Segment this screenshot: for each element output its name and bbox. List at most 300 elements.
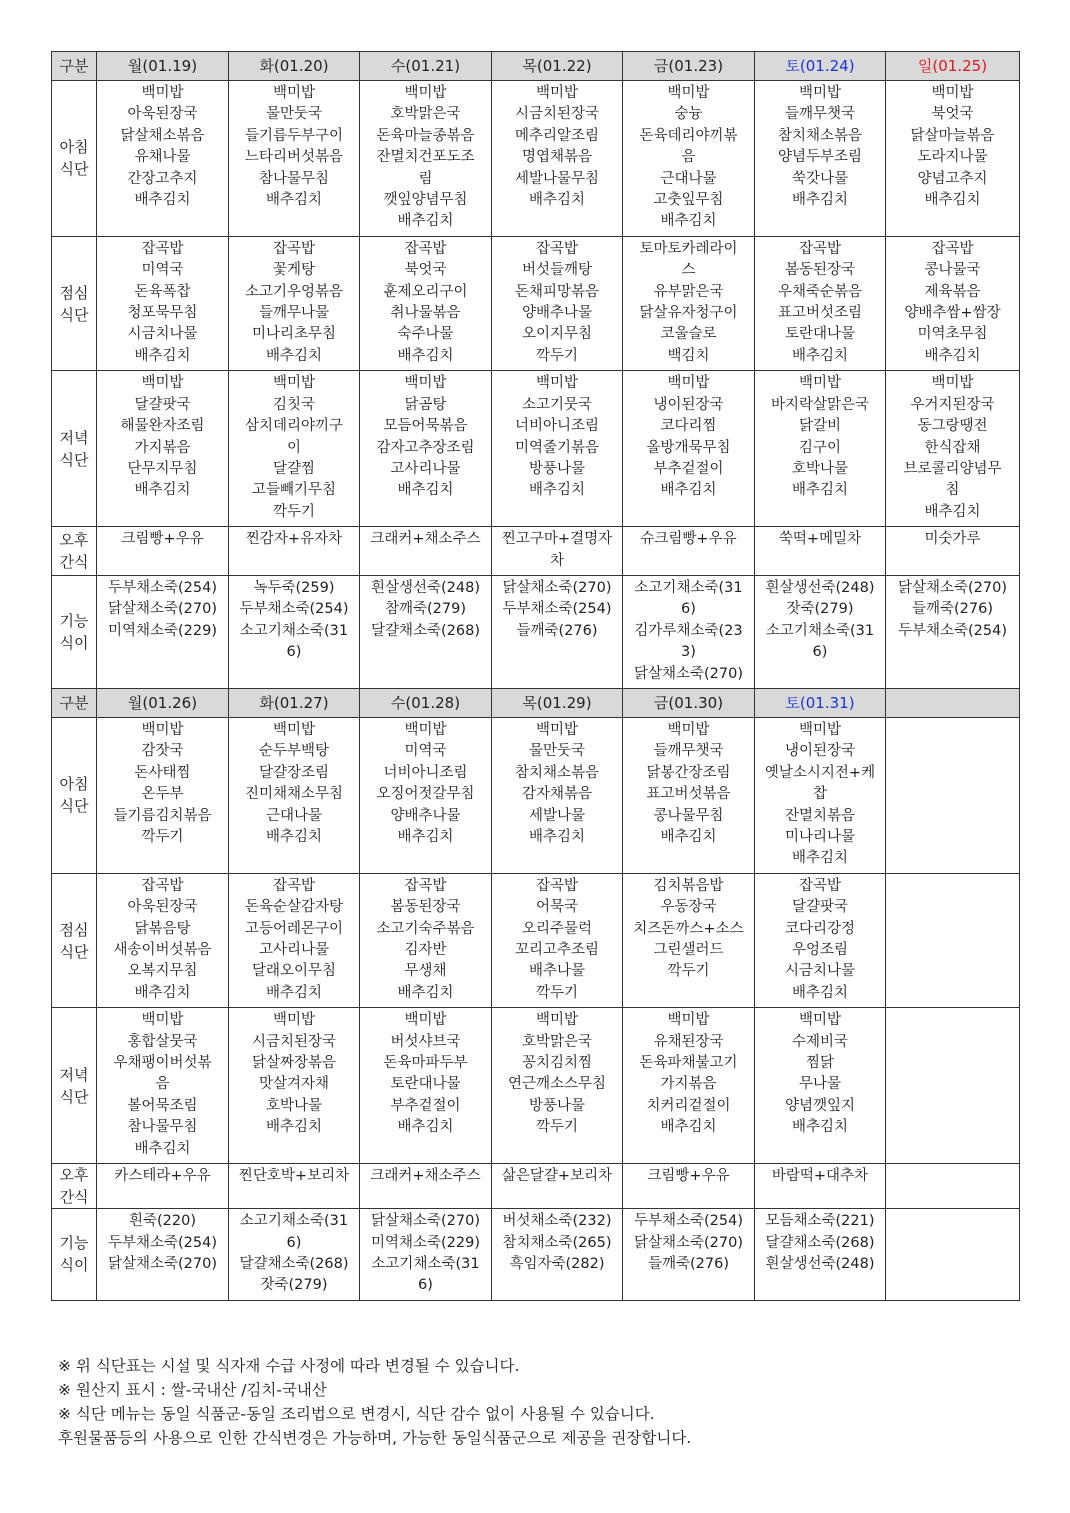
menu-item: 미역국 xyxy=(141,262,184,279)
menu-item: 잣죽(279) xyxy=(260,1277,328,1294)
menu-item: 6) xyxy=(681,601,696,618)
day-header: 월(01.26) xyxy=(97,688,229,717)
menu-item: 감잣국 xyxy=(141,743,184,760)
menu-item: 침 xyxy=(945,482,960,499)
menu-cell xyxy=(229,1164,360,1209)
menu-item: 닭살유자청구이 xyxy=(639,305,738,322)
menu-item: 버섯들깨탕 xyxy=(521,262,593,279)
menu-item: 양배추나물 xyxy=(390,807,461,824)
menu-item: 돈채피망볶음 xyxy=(514,283,600,300)
menu-item: 부추겉절이 xyxy=(390,1097,461,1114)
menu-item: 볼어묵조림 xyxy=(127,1097,198,1114)
menu-cell xyxy=(886,527,1020,576)
menu-item: 코울슬로 xyxy=(660,326,717,343)
meal-label-line: 저녁 xyxy=(59,1065,89,1084)
menu-cell xyxy=(492,371,623,527)
meal-label xyxy=(52,1209,97,1301)
menu-item: 옛날소시지전+케 xyxy=(764,764,876,781)
menu-item: 우거지된장국 xyxy=(910,396,995,413)
menu-item: 들깨죽(276) xyxy=(911,601,993,618)
menu-item: 도라지나물 xyxy=(917,149,988,166)
meal-label xyxy=(52,575,97,688)
menu-item: 백미밥 xyxy=(404,1012,447,1029)
menu-cell xyxy=(97,236,229,370)
menu-item: 꽃게탕 xyxy=(272,262,316,279)
menu-item: 배추김치 xyxy=(528,482,586,499)
menu-item: 달걀팟국 xyxy=(791,899,849,916)
menu-item: 백미밥 xyxy=(535,375,579,392)
menu-item: 배추김치 xyxy=(265,347,323,364)
menu-item: 닭곰탕 xyxy=(404,396,447,413)
menu-item: 미숫가루 xyxy=(924,531,981,548)
menu-cell xyxy=(755,575,886,688)
menu-item: 배추김치 xyxy=(134,192,191,209)
menu-item: 시금치나물 xyxy=(784,963,856,980)
menu-item: 호박맑은국 xyxy=(521,1033,593,1050)
menu-item: 소고기채소죽(31 xyxy=(765,622,875,639)
meal-row-breakfast xyxy=(52,81,1020,237)
menu-item: 들깨무챗국 xyxy=(784,106,856,123)
menu-item: 백미밥 xyxy=(535,85,579,101)
menu-item: 오이지무침 xyxy=(521,326,593,343)
menu-item: 잔멸치볶음 xyxy=(784,807,856,824)
menu-item: 오징어젓갈무침 xyxy=(376,786,475,803)
menu-item: 닭봉간장조림 xyxy=(646,764,731,781)
menu-item: 백미밥 xyxy=(667,721,710,738)
menu-item: 코다리찜 xyxy=(660,418,717,435)
meal-row-lunch xyxy=(52,236,1020,370)
menu-item: 백미밥 xyxy=(798,375,842,392)
menu-item: 백미밥 xyxy=(141,721,184,738)
menu-cell xyxy=(229,717,360,873)
menu-item: 배추김치 xyxy=(791,482,849,499)
week-2-header-row xyxy=(52,688,1020,717)
menu-item: 찐고구마+결명자 xyxy=(501,531,613,548)
menu-item: 쑥떡+메밀차 xyxy=(778,531,862,548)
menu-cell xyxy=(97,717,229,873)
menu-item: 새송이버섯볶음 xyxy=(113,942,212,959)
meal-row-dinner xyxy=(52,1008,1020,1164)
menu-item: 참나물무침 xyxy=(127,1119,198,1136)
menu-item: 백미밥 xyxy=(798,721,842,738)
menu-cell xyxy=(492,81,623,237)
menu-item: 소고기채소죽(31 xyxy=(239,1213,349,1230)
meal-label xyxy=(52,236,97,370)
menu-cell xyxy=(229,1209,360,1301)
menu-item: 북엇국 xyxy=(404,262,447,279)
menu-item: 백미밥 xyxy=(404,721,447,738)
meal-label-line: 식이 xyxy=(59,1256,89,1275)
menu-cell xyxy=(886,236,1020,370)
menu-item: 배추김치 xyxy=(924,503,981,520)
menu-item: 표고버섯조림 xyxy=(777,305,863,322)
menu-item: 백미밥 xyxy=(798,1012,842,1029)
menu-item: 흰살생선죽(248) xyxy=(765,579,875,596)
menu-item: 참치채소볶음 xyxy=(514,764,600,781)
menu-item: 꽁치김치찜 xyxy=(521,1055,593,1072)
menu-item: 메추리알조림 xyxy=(514,127,600,144)
menu-item: 참치채소볶음 xyxy=(777,127,863,144)
menu-cell xyxy=(229,1008,360,1164)
weekly-menu-table xyxy=(51,51,1020,1301)
menu-item: 모듬어묵볶음 xyxy=(383,418,468,435)
menu-cell xyxy=(623,1209,755,1301)
meal-label xyxy=(52,1008,97,1164)
menu-cell xyxy=(623,717,755,873)
menu-item: 달걀채소죽(268) xyxy=(765,1234,875,1251)
menu-item: 미역채소죽(229) xyxy=(107,622,218,639)
menu-item: 콩나물무침 xyxy=(653,807,724,824)
menu-item: 참나물무침 xyxy=(258,170,330,187)
menu-item: 백미밥 xyxy=(272,375,316,392)
meal-label-line: 기능 xyxy=(59,1234,89,1253)
menu-item: 훈제오리구이 xyxy=(383,283,468,300)
note-2: ※ 원산지 표시 : 쌀-국내산 /김치-국내산 xyxy=(58,1381,327,1399)
menu-item: 미역줄기볶음 xyxy=(514,439,600,456)
menu-item: 들깨죽(276) xyxy=(647,1255,729,1272)
menu-item: 닭살채소죽(270) xyxy=(633,665,744,682)
menu-item: 토란대나물 xyxy=(784,326,856,343)
menu-item: 표고버섯볶음 xyxy=(646,786,731,803)
menu-cell xyxy=(886,1209,1020,1301)
menu-item: 백미밥 xyxy=(141,1012,184,1029)
menu-item: 배추김치 xyxy=(397,347,454,364)
menu-item: 홍합살뭇국 xyxy=(127,1033,198,1050)
note-4: 후원물품등의 사용으로 인한 간식변경은 가능하며, 가능한 동일식품군으로 제공을 권장합니다. xyxy=(58,1429,692,1447)
menu-item: 쑥갓나물 xyxy=(791,170,849,187)
menu-item: 백미밥 xyxy=(141,375,184,392)
meal-label-line: 점심 xyxy=(59,283,89,302)
meal-label xyxy=(52,1164,97,1209)
menu-item: 콩나물국 xyxy=(924,262,981,279)
menu-item: 시금치된장국 xyxy=(251,1033,337,1050)
menu-item: 찐단호박+보리차 xyxy=(238,1168,350,1185)
menu-item: 돈육폭찹 xyxy=(134,283,191,300)
notes xyxy=(58,1354,691,1450)
menu-item: 두부채소죽(254) xyxy=(107,579,218,596)
menu-item: 크래커+채소주스 xyxy=(370,1168,481,1185)
menu-item: 깻잎양념무침 xyxy=(383,192,468,209)
menu-item: 잡곡밥 xyxy=(404,240,447,257)
menu-item: 잡곡밥 xyxy=(272,240,316,257)
menu-item: 취나물볶음 xyxy=(390,305,461,322)
menu-item: 들깨죽(276) xyxy=(516,622,598,639)
menu-item: 배추김치 xyxy=(397,829,454,845)
meal-label xyxy=(52,81,97,237)
menu-cell xyxy=(360,81,492,237)
meal-label xyxy=(52,371,97,527)
menu-cell xyxy=(492,1164,623,1209)
menu-item: 백김치 xyxy=(667,347,710,364)
menu-item: 방풍나물 xyxy=(528,1097,586,1114)
menu-item: 버섯채소죽(232) xyxy=(502,1213,612,1230)
menu-item: 들깨무나물 xyxy=(258,305,330,322)
day-header: 수(01.28) xyxy=(360,688,492,717)
meal-label xyxy=(52,873,97,1007)
menu-item: 양념고추지 xyxy=(917,170,988,187)
menu-cell xyxy=(97,371,229,527)
menu-item: 양배추나물 xyxy=(521,305,593,322)
menu-item: 배추김치 xyxy=(660,1119,717,1136)
menu-item: 녹두죽(259) xyxy=(253,579,335,596)
day-header: 목(01.29) xyxy=(492,688,623,717)
menu-cell xyxy=(755,1209,886,1301)
day-header: 목(01.22) xyxy=(492,52,623,81)
menu-item: 배추김치 xyxy=(924,347,981,364)
menu-item: 치커리겉절이 xyxy=(646,1097,731,1114)
menu-item: 배추김치 xyxy=(660,829,717,845)
menu-item: 백미밥 xyxy=(667,1012,710,1029)
menu-cell xyxy=(886,575,1020,688)
day-header: 수(01.21) xyxy=(360,52,492,81)
menu-cell xyxy=(360,575,492,688)
menu-item: 온두부 xyxy=(141,786,184,803)
day-header: 토(01.31) xyxy=(755,688,886,717)
menu-item: 토마토카레라이 xyxy=(639,240,738,257)
menu-item: 달걀찜 xyxy=(272,460,316,477)
menu-item: 닭살채소죽(270) xyxy=(633,1234,744,1251)
menu-item: 명엽채볶음 xyxy=(521,149,593,166)
menu-cell xyxy=(492,873,623,1007)
menu-item: 6) xyxy=(418,1277,433,1294)
menu-item: 닭살채소죽(270) xyxy=(107,1255,218,1272)
menu-cell xyxy=(360,371,492,527)
menu-item: 이 xyxy=(286,439,301,456)
menu-item: 크래커+채소주스 xyxy=(370,531,481,548)
menu-item: 가지볶음 xyxy=(660,1076,717,1093)
menu-item: 백미밥 xyxy=(931,375,974,392)
menu-item: 닭살채소볶음 xyxy=(120,127,205,144)
menu-cell xyxy=(755,873,886,1007)
menu-item: 백미밥 xyxy=(272,85,316,101)
menu-item: 봄동된장국 xyxy=(784,262,856,279)
menu-item: 배추김치 xyxy=(791,347,849,364)
menu-item: 백미밥 xyxy=(667,375,710,392)
menu-item: 동그랑땡전 xyxy=(917,418,988,435)
menu-item: 6) xyxy=(286,644,302,661)
menu-cell xyxy=(886,371,1020,527)
menu-item: 소고기우엉볶음 xyxy=(244,283,344,300)
menu-item: 감자채볶음 xyxy=(521,786,593,803)
menu-item: 들기름두부구이 xyxy=(244,127,344,144)
menu-item: 브로콜리양념무 xyxy=(903,460,1002,477)
menu-item: 소고기채소죽(31 xyxy=(634,579,743,596)
menu-item: 배추김치 xyxy=(265,192,323,209)
menu-item: 소고기채소죽(31 xyxy=(371,1255,480,1272)
menu-cell xyxy=(623,575,755,688)
menu-cell xyxy=(360,717,492,873)
menu-item: 닭살채소죽(270) xyxy=(370,1213,481,1230)
menu-item: 두부채소죽(254) xyxy=(107,1234,218,1251)
menu-item: 돈육마늘종볶음 xyxy=(376,127,475,144)
menu-cell xyxy=(886,1164,1020,1209)
meal-label-line: 간식 xyxy=(59,1188,89,1207)
meal-label-line: 아침 xyxy=(59,775,89,794)
menu-cell xyxy=(755,527,886,576)
menu-item: 백미밥 xyxy=(798,85,842,101)
menu-item: 시금치나물 xyxy=(127,326,198,343)
menu-item: 너비아니조림 xyxy=(383,764,468,781)
menu-item: 그린샐러드 xyxy=(653,942,724,959)
menu-cell xyxy=(492,1209,623,1301)
menu-item: 오복지무침 xyxy=(127,963,198,980)
menu-cell xyxy=(97,873,229,1007)
menu-item: 닭갈비 xyxy=(798,418,842,435)
menu-cell xyxy=(360,873,492,1007)
menu-item: 우채팽이버섯볶 xyxy=(113,1055,212,1072)
menu-item: 스 xyxy=(681,262,696,279)
menu-item: 배추김치 xyxy=(134,482,191,499)
menu-item: 배추김치 xyxy=(924,192,981,209)
meal-label-line: 식이 xyxy=(59,633,89,652)
menu-item: 백미밥 xyxy=(272,721,316,738)
menu-item: 잡곡밥 xyxy=(535,240,579,257)
menu-cell xyxy=(492,575,623,688)
menu-item: 흑임자죽(282) xyxy=(509,1255,605,1272)
menu-item: 감자고추장조림 xyxy=(376,439,475,456)
menu-cell xyxy=(229,873,360,1007)
menu-item: 배추김치 xyxy=(791,850,849,867)
menu-item: 삶은달걀+보리차 xyxy=(501,1168,613,1185)
menu-item: 한식잡채 xyxy=(924,439,981,456)
menu-cell xyxy=(886,873,1020,1007)
menu-item: 닭살채소죽(270) xyxy=(502,579,612,596)
menu-item: 아욱된장국 xyxy=(127,106,198,123)
menu-cell xyxy=(97,1008,229,1164)
menu-cell xyxy=(623,81,755,237)
menu-cell xyxy=(97,1164,229,1209)
menu-item: 고들빼기무침 xyxy=(251,482,337,499)
menu-item: 돈육파채불고기 xyxy=(639,1055,738,1072)
menu-item: 코다리강정 xyxy=(784,920,856,937)
meal-label-line: 점심 xyxy=(59,920,89,939)
menu-cell xyxy=(97,527,229,576)
menu-cell xyxy=(229,371,360,527)
menu-cell xyxy=(97,1209,229,1301)
menu-item: 6) xyxy=(286,1234,302,1251)
menu-cell xyxy=(492,236,623,370)
menu-item: 유채된장국 xyxy=(653,1033,724,1050)
menu-item: 잡곡밥 xyxy=(535,877,579,894)
menu-item: 소고기숙주볶음 xyxy=(376,920,475,937)
menu-item: 소고기채소죽(31 xyxy=(239,622,349,639)
day-header: 금(01.23) xyxy=(623,52,755,81)
menu-cell xyxy=(623,236,755,370)
meal-label-line: 저녁 xyxy=(59,428,89,447)
menu-item: 버섯샤브국 xyxy=(390,1033,461,1050)
menu-item: 잔멸치건포도조 xyxy=(376,149,475,166)
menu-item: 수제비국 xyxy=(791,1033,849,1050)
menu-item: 배추김치 xyxy=(528,829,586,845)
menu-cell xyxy=(623,1164,755,1209)
menu-item: 잡곡밥 xyxy=(798,877,842,894)
menu-item: 배추김치 xyxy=(397,1119,454,1136)
menu-item: 배추김치 xyxy=(791,984,849,1001)
menu-item: 유채나물 xyxy=(134,149,191,166)
menu-item: 오리주물럭 xyxy=(521,920,593,937)
meal-label-line: 오후 xyxy=(59,531,89,550)
menu-item: 양념깻잎지 xyxy=(784,1097,856,1114)
menu-cell xyxy=(360,236,492,370)
meal-row-special-diet xyxy=(52,575,1020,688)
menu-item: 들기름김치볶음 xyxy=(113,807,212,824)
meal-label xyxy=(52,527,97,576)
menu-item: 닭살마늘볶음 xyxy=(910,127,995,144)
note-1: ※ 위 식단표는 시설 및 식자재 수급 사정에 따라 변경될 수 있습니다. xyxy=(58,1357,520,1375)
menu-item: 고사리나물 xyxy=(258,942,330,959)
menu-item: 바람떡+대추차 xyxy=(771,1168,869,1185)
menu-cell xyxy=(755,371,886,527)
menu-item: 배추김치 xyxy=(134,347,191,364)
menu-item: 김가루채소죽(23 xyxy=(634,622,743,639)
meal-label-line: 식단 xyxy=(59,160,89,179)
note-3: ※ 식단 메뉴는 동일 식품군-동일 조리법으로 변경시, 식단 감수 없이 사용될 수 있습니다. xyxy=(58,1405,655,1423)
menu-item: 슈크림빵+우유 xyxy=(640,531,737,548)
menu-item: 두부채소죽(254) xyxy=(633,1213,744,1230)
menu-item: 잡곡밥 xyxy=(141,240,184,257)
menu-item: 토란대나물 xyxy=(390,1076,461,1093)
meal-label-line: 식단 xyxy=(59,1087,89,1106)
menu-body xyxy=(52,52,1020,1301)
menu-cell xyxy=(492,527,623,576)
menu-item: 배추김치 xyxy=(134,984,191,1001)
day-header: 금(01.30) xyxy=(623,688,755,717)
menu-item: 해물완자조림 xyxy=(120,418,205,435)
menu-item: 닭살채소죽(270) xyxy=(897,579,1008,596)
menu-item: 돈육순살감자탕 xyxy=(244,899,344,916)
menu-item: 양념두부조림 xyxy=(777,149,863,166)
menu-item: 미역채소죽(229) xyxy=(370,1234,481,1251)
menu-item: 돈육마파두부 xyxy=(383,1055,468,1072)
menu-item: 6) xyxy=(812,644,828,661)
menu-item: 제육볶음 xyxy=(924,283,981,300)
meal-label-line: 식단 xyxy=(59,942,89,961)
menu-cell xyxy=(623,1008,755,1164)
menu-item: 백미밥 xyxy=(667,85,710,101)
menu-item: 돈육데리야끼볶 xyxy=(639,127,738,144)
menu-item: 백미밥 xyxy=(404,375,447,392)
menu-item: 배추김치 xyxy=(791,1119,849,1136)
menu-cell xyxy=(229,527,360,576)
header-label: 구분 xyxy=(52,688,97,717)
menu-cell xyxy=(755,1008,886,1164)
menu-item: 근대나물 xyxy=(660,170,717,187)
menu-item: 배추김치 xyxy=(397,984,454,1001)
menu-item: 북엇국 xyxy=(931,106,974,123)
menu-item: 참치채소죽(265) xyxy=(502,1234,612,1251)
menu-item: 김칫국 xyxy=(272,396,316,413)
meal-label-line: 식단 xyxy=(59,305,89,324)
menu-item: 깍두기 xyxy=(535,1119,579,1136)
menu-item: 림 xyxy=(418,170,433,187)
menu-item: 깍두기 xyxy=(141,829,184,845)
menu-item: 깍두기 xyxy=(667,963,710,980)
menu-item: 돈사태찜 xyxy=(134,764,191,781)
menu-item: 닭살채소죽(270) xyxy=(107,601,218,618)
menu-cell xyxy=(623,873,755,1007)
menu-item: 두부채소죽(254) xyxy=(239,601,349,618)
menu-item: 세발나물 xyxy=(528,807,586,824)
meal-row-snack xyxy=(52,527,1020,576)
menu-item: 크림빵+우유 xyxy=(647,1168,730,1185)
menu-item: 무생채 xyxy=(404,963,447,980)
menu-item: 달걀장조림 xyxy=(258,764,330,781)
menu-item: 두부채소죽(254) xyxy=(502,601,612,618)
menu-item: 소고기뭇국 xyxy=(521,396,593,413)
menu-item: 배추김치 xyxy=(397,482,454,499)
meal-row-special-diet xyxy=(52,1209,1020,1301)
menu-item: 방풍나물 xyxy=(528,460,586,477)
